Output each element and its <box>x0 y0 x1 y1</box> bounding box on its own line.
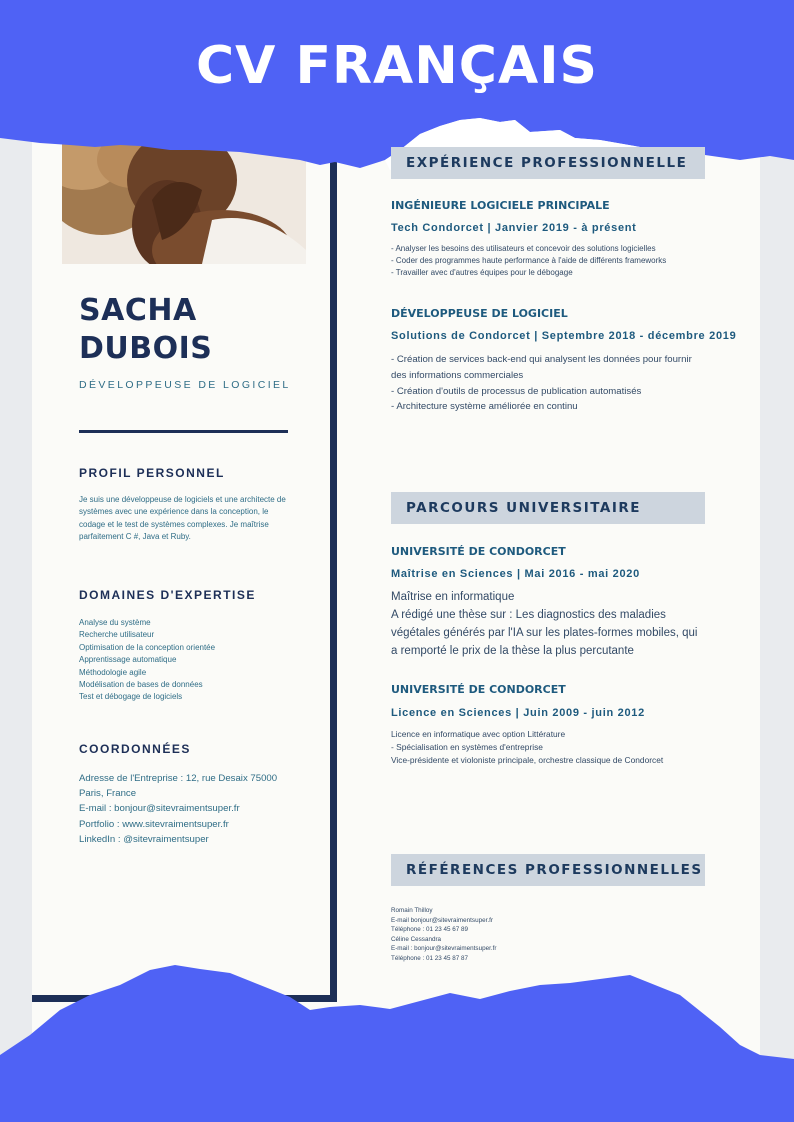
job-title: DÉVELOPPEUSE DE LOGICIEL <box>391 307 568 320</box>
torn-paper-footer <box>0 955 794 1122</box>
list-item: Analyse du système <box>79 618 151 627</box>
contact-heading: COORDONNÉES <box>79 742 191 756</box>
contact-list <box>79 771 277 847</box>
experience-heading: EXPÉRIENCE PROFESSIONNELLE <box>391 147 705 179</box>
school-subtitle: Licence en Sciences | Juin 2009 - juin 2012 <box>391 707 645 719</box>
list-item: Recherche utilisateur <box>79 630 155 640</box>
list-item: - Création de services back-end qui analysent les données pour fournir <box>391 354 692 365</box>
contact-city: Paris, France <box>79 788 137 800</box>
list-item: - Travailler avec d'autres équipes pour le débogage <box>391 268 573 277</box>
school-details <box>391 588 711 660</box>
list-item: E-mail bonjour@sitevraimentsuper.fr <box>391 916 493 924</box>
list-item: Méthodologie agile <box>79 667 147 677</box>
contact-address: Adresse de l'Entreprise : 12, rue Desaix 75000 <box>79 773 278 784</box>
list-item: Vice-présidente et violoniste principale, orchestre classique de Condorcet <box>391 755 664 766</box>
profile-heading: PROFIL PERSONNEL <box>79 466 225 480</box>
list-item: des informations commerciales <box>391 369 524 381</box>
expertise-heading: DOMAINES D'EXPERTISE <box>79 588 256 602</box>
list-item: Téléphone : 01 23 45 87 87 <box>391 954 469 962</box>
list-item: Optimisation de la conception orientée <box>79 642 216 652</box>
list-item: - Analyser les besoins des utilisateurs et concevoir des solutions logicielles <box>391 244 656 253</box>
list-item: Maîtrise en informatique <box>391 591 515 603</box>
list-item: E-mail : bonjour@sitevraimentsuper.fr <box>391 945 497 953</box>
education-heading: PARCOURS UNIVERSITAIRE <box>391 492 705 524</box>
list-item: A rédigé une thèse sur : Les diagnostics des maladies <box>391 609 666 621</box>
list-item: végétales générés par l'IA sur les plates-formes mobiles, qui <box>391 627 698 639</box>
list-item: Apprentissage automatique <box>79 655 177 665</box>
list-item: a remporté le prix de la thèse la plus percutante <box>391 645 634 657</box>
school-title: UNIVERSITÉ DE CONDORCET <box>391 683 566 696</box>
name-divider <box>79 430 288 433</box>
job-subtitle: Solutions de Condorcet | Septembre 2018 - décembre 2019 <box>391 330 737 342</box>
list-item: Téléphone : 01 23 45 67 89 <box>391 926 469 934</box>
first-name: SACHA <box>79 293 197 328</box>
job-subtitle: Tech Condorcet | Janvier 2019 - à présent <box>391 222 637 234</box>
list-item: - Spécialisation en systèmes d'entreprise <box>391 742 543 753</box>
job-title: INGÉNIEURE LOGICIELE PRINCIPALE <box>391 199 610 212</box>
list-item: - Coder des programmes haute performance à l'aide de différents frameworks <box>391 256 667 265</box>
person-name <box>79 292 212 368</box>
job-bullets <box>391 352 711 415</box>
list-item: Céline Cessandra <box>391 935 442 943</box>
references-list <box>391 906 496 964</box>
list-item: - Architecture système améliorée en continu <box>391 401 578 413</box>
school-subtitle: Maîtrise en Sciences | Mai 2016 - mai 2020 <box>391 568 640 580</box>
list-item: - Création d'outils de processus de publication automatisés <box>391 385 642 397</box>
list-item: Test et débogage de logiciels <box>79 692 183 702</box>
list-item: Licence en informatique avec option Littérature <box>391 729 566 739</box>
contact-portfolio[interactable]: Portfolio : www.sitevraimentsuper.fr <box>79 818 229 830</box>
document-title: CV FRANÇAIS <box>195 36 599 96</box>
person-role: DÉVELOPPEUSE DE LOGICIEL <box>79 379 291 391</box>
expertise-list <box>79 617 215 704</box>
school-title: UNIVERSITÉ DE CONDORCET <box>391 545 566 558</box>
references-heading: RÉFÉRENCES PROFESSIONNELLES <box>391 854 705 886</box>
contact-linkedin[interactable]: LinkedIn : @sitevraimentsuper <box>79 833 209 845</box>
contact-email[interactable]: E-mail : bonjour@sitevraimentsuper.fr <box>79 803 240 815</box>
list-item: Romain Thilloy <box>391 907 433 914</box>
list-item: Modélisation de bases de données <box>79 680 203 690</box>
profile-text: Je suis une développeuse de logiciels et une architecte de systèmes avec une expérience dans la conception, le codage et le test de systèmes complexes. Je maîtrise parfaitement C #, Java et Ruby. <box>79 495 286 542</box>
last-name: DUBOIS <box>79 331 213 366</box>
school-details <box>391 728 721 768</box>
job-bullets <box>391 243 711 279</box>
